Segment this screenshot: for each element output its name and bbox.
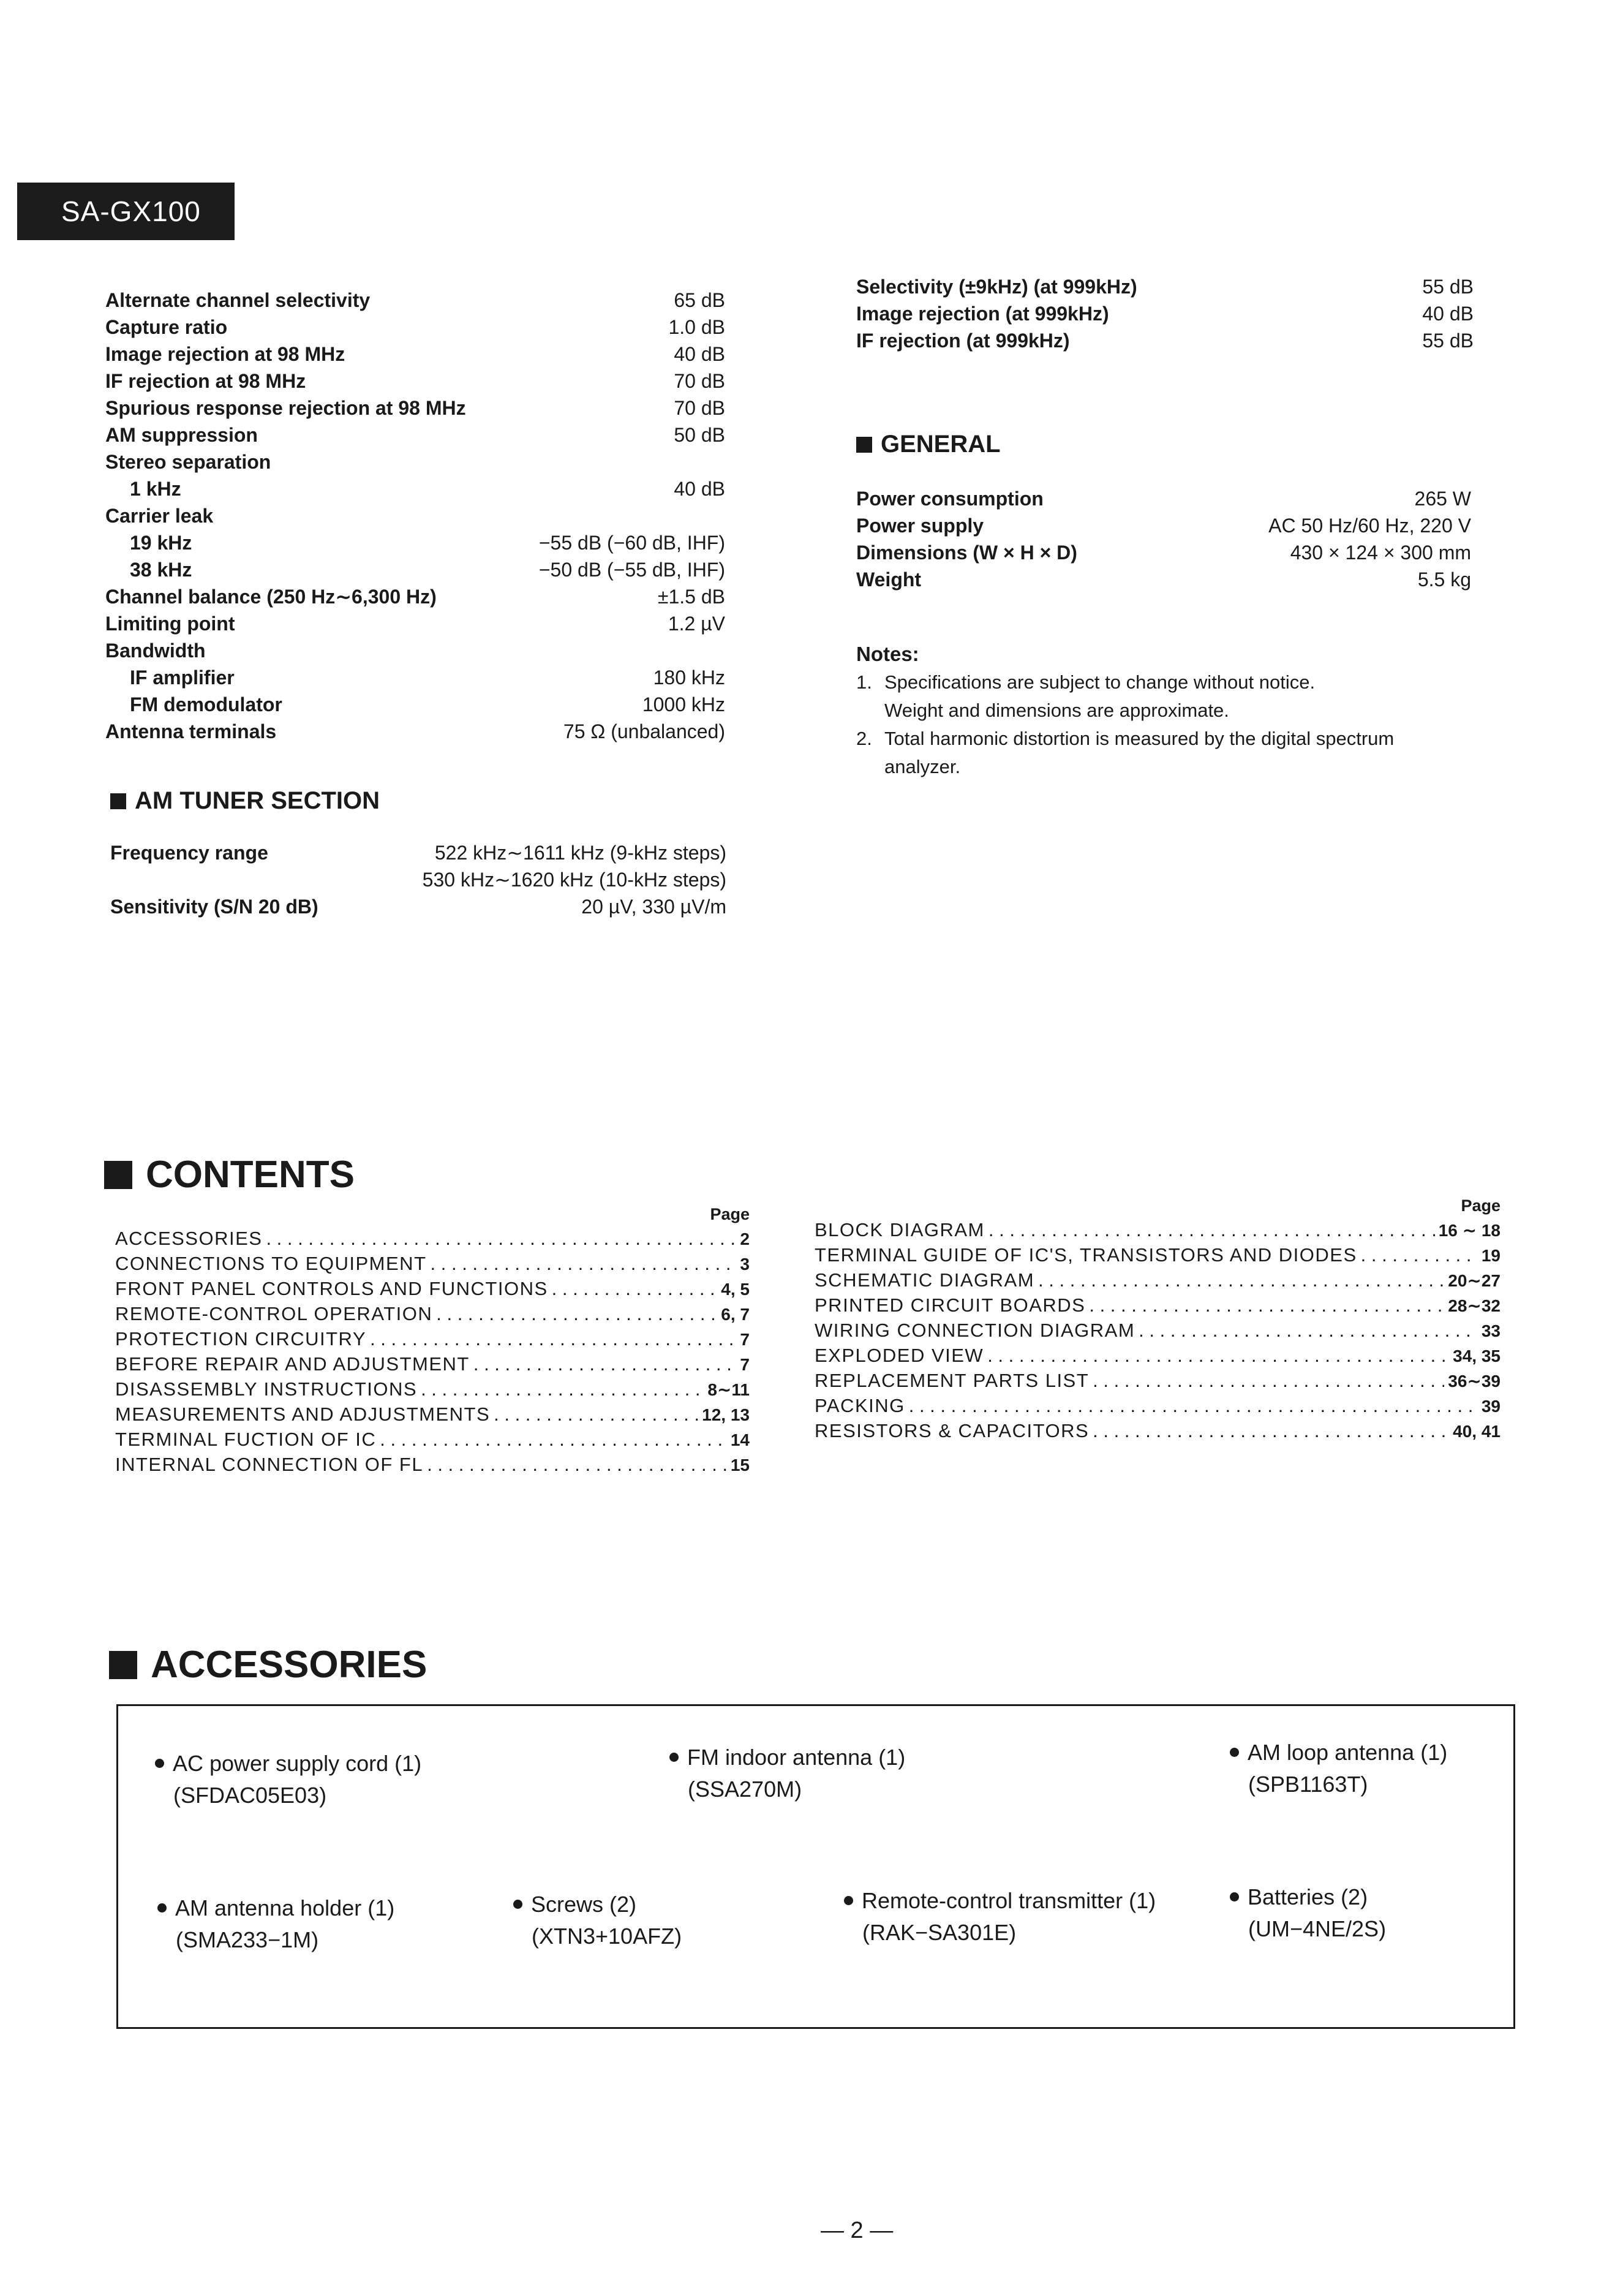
toc-row (815, 1218, 1501, 1243)
notes-block (856, 640, 1505, 781)
toc-row (815, 1293, 1501, 1318)
spec-value: 40 dB (1422, 303, 1474, 325)
toc-row (815, 1394, 1501, 1419)
spec-label: Power supply (856, 515, 984, 537)
page-number: — 2 — (821, 2218, 894, 2243)
notes-title: Notes: (856, 643, 919, 665)
spec-row (105, 529, 725, 556)
toc-row (115, 1277, 750, 1302)
spec-label: Weight (856, 568, 922, 591)
spec-label: Antenna terminals (105, 720, 277, 742)
toc-leader-dots (436, 1302, 717, 1326)
spec-value: −50 dB (−55 dB, IHF) (538, 559, 725, 581)
toc-leader-dots (266, 1226, 736, 1251)
accessory-name: Remote-control transmitter (1) (862, 1888, 1156, 1913)
toc-title: MEASUREMENTS AND ADJUSTMENTS (115, 1403, 491, 1425)
toc-title: RESISTORS & CAPACITORS (815, 1420, 1090, 1441)
spec-label: AM suppression (105, 424, 258, 446)
toc-page: 7 (740, 1330, 750, 1349)
accessory-code: (UM−4NE/2S) (1248, 1916, 1387, 1941)
fm-spec-list (105, 287, 725, 745)
spec-value: 75 Ω (unbalanced) (563, 720, 725, 742)
toc-page: 28∼32 (1448, 1296, 1501, 1315)
toc-leader-dots (1139, 1318, 1478, 1343)
toc-title: TERMINAL GUIDE OF IC'S, TRANSISTORS AND DIODES (815, 1244, 1357, 1266)
toc-page: 7 (740, 1355, 750, 1374)
bullet-icon (1230, 1892, 1239, 1901)
toc-leader-dots (494, 1402, 698, 1427)
note-text: analyzer. (884, 756, 961, 777)
toc-leader-dots (909, 1394, 1478, 1418)
bullet-icon (155, 1759, 164, 1768)
spec-label: Alternate channel selectivity (105, 289, 371, 311)
toc-page: 40, 41 (1453, 1422, 1501, 1441)
toc-title: BLOCK DIAGRAM (815, 1219, 985, 1241)
spec-label: IF rejection (at 999kHz) (856, 330, 1070, 352)
note-text: Total harmonic distortion is measured by the digital spectrum (884, 728, 1395, 749)
spec-row (105, 583, 725, 610)
spec-row (105, 314, 725, 341)
toc-row (115, 1352, 750, 1377)
accessory-item (669, 1742, 905, 1805)
toc-page: 16 ∼ 18 (1438, 1221, 1501, 1240)
spec-value: 50 dB (674, 424, 725, 446)
spec-row (105, 718, 725, 745)
toc-title: DISASSEMBLY INSTRUCTIONS (115, 1378, 418, 1400)
spec-value: 70 dB (674, 370, 725, 392)
spec-row (856, 485, 1471, 512)
spec-value: 65 dB (674, 289, 725, 311)
toc-row (115, 1302, 750, 1327)
am-sensitivity-row (110, 893, 726, 920)
toc-title: WIRING CONNECTION DIAGRAM (815, 1320, 1135, 1341)
spec-value: 1.0 dB (668, 316, 725, 338)
toc-page: 12, 13 (702, 1405, 750, 1424)
general-spec-list (856, 485, 1471, 593)
accessory-item (1230, 1737, 1447, 1800)
note-item-2 (856, 725, 1505, 781)
toc-leader-dots (473, 1352, 737, 1376)
spec-label: IF amplifier (130, 667, 235, 689)
toc-title: TERMINAL FUCTION OF IC (115, 1429, 377, 1450)
spec-row (856, 300, 1474, 327)
spec-row (856, 512, 1471, 539)
spec-label: IF rejection at 98 MHz (105, 370, 306, 392)
spec-row (105, 287, 725, 314)
toc-page: 14 (730, 1430, 750, 1449)
accessory-code: (SFDAC05E03) (173, 1783, 327, 1808)
spec-label: Power consumption (856, 488, 1044, 510)
spec-row (105, 502, 725, 529)
accessories-title-text: ACCESSORIES (151, 1644, 427, 1686)
toc-row (115, 1452, 750, 1478)
section-square-icon (856, 437, 872, 453)
toc-page: 2 (740, 1229, 750, 1248)
toc-row (115, 1402, 750, 1427)
accessory-name: Screws (2) (531, 1892, 637, 1917)
toc-leader-dots (421, 1377, 704, 1402)
toc-title: PRINTED CIRCUIT BOARDS (815, 1294, 1086, 1316)
section-square-icon (109, 1651, 137, 1679)
toc-page: 39 (1481, 1397, 1501, 1416)
am-spec-block (110, 839, 726, 920)
accessories-box (116, 1704, 1515, 2029)
toc-leader-dots (427, 1452, 727, 1477)
toc-row (115, 1252, 750, 1277)
spec-value: 180 kHz (653, 667, 725, 689)
accessory-item (1230, 1881, 1386, 1945)
toc-page-header: Page (1461, 1196, 1501, 1215)
spec-label: Image rejection (at 999kHz) (856, 303, 1109, 325)
toc-leader-dots (552, 1277, 718, 1301)
note-number: 2. (856, 728, 872, 749)
spec-label: Dimensions (W × H × D) (856, 542, 1077, 564)
toc-row (815, 1243, 1501, 1268)
toc-row (815, 1419, 1501, 1444)
toc-leader-dots (431, 1252, 737, 1276)
toc-leader-dots (1038, 1268, 1444, 1293)
spec-value: 40 dB (674, 478, 725, 500)
toc-title: EXPLODED VIEW (815, 1345, 984, 1366)
accessory-item (844, 1885, 1156, 1949)
toc-page: 33 (1481, 1321, 1501, 1340)
spec-value: 55 dB (1422, 276, 1474, 298)
note-item-1 (856, 668, 1505, 725)
toc-leader-dots (1093, 1369, 1444, 1393)
spec-label: 1 kHz (130, 478, 181, 500)
spec-label: Carrier leak (105, 505, 214, 527)
spec-row (856, 273, 1474, 300)
spec-row (105, 610, 725, 637)
spec-row (856, 539, 1471, 566)
toc-page: 4, 5 (721, 1280, 750, 1299)
toc-title: PROTECTION CIRCUITRY (115, 1328, 367, 1350)
toc-row (815, 1268, 1501, 1293)
spec-value: 70 dB (674, 397, 725, 419)
toc-leader-dots (370, 1327, 736, 1351)
toc-title: REMOTE-CONTROL OPERATION (115, 1303, 433, 1324)
accessories-title (109, 1643, 427, 1686)
am-frequency-row-2 (110, 866, 726, 893)
spec-row (105, 475, 725, 502)
contents-title (104, 1153, 355, 1196)
am-sensitivity-label: Sensitivity (S/N 20 dB) (110, 896, 318, 918)
accessory-name: Batteries (2) (1248, 1884, 1368, 1909)
spec-label: Capture ratio (105, 316, 228, 338)
spec-label: Selectivity (±9kHz) (at 999kHz) (856, 276, 1137, 298)
accessory-code: (SSA270M) (688, 1777, 802, 1802)
am-frequency-value-1: 522 kHz∼1611 kHz (9-kHz steps) (434, 842, 726, 864)
spec-value: 55 dB (1422, 330, 1474, 352)
toc-leader-dots (1361, 1243, 1478, 1267)
toc-page: 34, 35 (1453, 1346, 1501, 1365)
am-frequency-label: Frequency range (110, 842, 268, 864)
am-frequency-value-2: 530 kHz∼1620 kHz (10-kHz steps) (422, 869, 726, 891)
toc-page: 36∼39 (1448, 1372, 1501, 1391)
toc-page: 8∼11 (707, 1380, 750, 1399)
bullet-icon (157, 1903, 167, 1913)
toc-page: 19 (1481, 1246, 1501, 1265)
note-text: Weight and dimensions are approximate. (884, 700, 1229, 721)
toc-page: 20∼27 (1448, 1271, 1501, 1290)
spec-value: ±1.5 dB (657, 586, 725, 608)
am-frequency-row (110, 839, 726, 866)
note-text: Specifications are subject to change without notice. (884, 671, 1316, 693)
accessory-item (513, 1889, 682, 1952)
toc-title: BEFORE REPAIR AND ADJUSTMENT (115, 1353, 470, 1375)
spec-row (856, 327, 1474, 354)
spec-label: Spurious response rejection at 98 MHz (105, 397, 466, 419)
contents-title-text: CONTENTS (146, 1154, 355, 1196)
toc-row (115, 1327, 750, 1352)
accessory-name: AM loop antenna (1) (1248, 1740, 1448, 1765)
toc-title: ACCESSORIES (115, 1228, 263, 1249)
spec-value: −55 dB (−60 dB, IHF) (538, 532, 725, 554)
toc-leader-dots (987, 1343, 1449, 1368)
spec-label: FM demodulator (130, 693, 282, 716)
spec-row (105, 395, 725, 421)
accessory-code: (SMA233−1M) (176, 1927, 319, 1952)
toc-right (815, 1193, 1501, 1444)
section-square-icon (104, 1161, 132, 1189)
toc-title: PACKING (815, 1395, 905, 1416)
accessory-item (155, 1748, 421, 1811)
toc-row (815, 1343, 1501, 1369)
spec-value: 1000 kHz (642, 693, 725, 716)
bullet-icon (669, 1753, 679, 1762)
toc-page: 3 (740, 1255, 750, 1274)
accessory-name: FM indoor antenna (1) (687, 1745, 906, 1770)
spec-row (105, 664, 725, 691)
toc-title: FRONT PANEL CONTROLS AND FUNCTIONS (115, 1278, 548, 1299)
toc-leader-dots (380, 1427, 727, 1452)
toc-title: INTERNAL CONNECTION OF FL (115, 1454, 424, 1475)
toc-row (115, 1377, 750, 1402)
spec-label: Limiting point (105, 613, 235, 635)
spec-row (856, 566, 1471, 593)
spec-row (105, 637, 725, 664)
spec-value: 265 W (1414, 488, 1471, 510)
toc-title: SCHEMATIC DIAGRAM (815, 1269, 1035, 1291)
accessory-name: AM antenna holder (1) (175, 1895, 395, 1920)
spec-label: 38 kHz (130, 559, 192, 581)
accessory-code: (XTN3+10AFZ) (532, 1924, 682, 1949)
bullet-icon (844, 1896, 853, 1905)
spec-row (105, 556, 725, 583)
toc-page: 6, 7 (721, 1305, 750, 1324)
toc-page: 15 (730, 1456, 750, 1475)
spec-row (105, 421, 725, 448)
spec-row (105, 448, 725, 475)
spec-value: 430 × 124 × 300 mm (1290, 542, 1471, 564)
general-section-title (856, 431, 1001, 458)
am-spec-right-list (856, 273, 1474, 354)
note-number: 1. (856, 671, 872, 693)
bullet-icon (513, 1900, 522, 1909)
spec-value: 5.5 kg (1417, 568, 1471, 591)
toc-leader-dots (988, 1218, 1435, 1242)
toc-row (115, 1427, 750, 1452)
model-badge: SA-GX100 (17, 183, 235, 240)
toc-leader-dots (1089, 1293, 1444, 1318)
spec-row (105, 368, 725, 395)
spec-label: Stereo separation (105, 451, 271, 473)
toc-leader-dots (1093, 1419, 1449, 1443)
toc-page-header: Page (710, 1205, 750, 1223)
spec-row (105, 341, 725, 368)
am-section-title-text: AM TUNER SECTION (135, 787, 380, 814)
toc-row (115, 1226, 750, 1252)
toc-row (815, 1318, 1501, 1343)
accessory-code: (RAK−SA301E) (862, 1920, 1017, 1945)
spec-label: Channel balance (250 Hz∼6,300 Hz) (105, 586, 437, 608)
general-title-text: GENERAL (881, 431, 1001, 458)
spec-value: 1.2 µV (668, 613, 725, 635)
am-sensitivity-value: 20 µV, 330 µV/m (581, 896, 726, 918)
spec-label: Image rejection at 98 MHz (105, 343, 345, 365)
spec-label: 19 kHz (130, 532, 192, 554)
spec-label: Bandwidth (105, 640, 206, 662)
accessory-code: (SPB1163T) (1248, 1772, 1368, 1797)
spec-value: 40 dB (674, 343, 725, 365)
spec-row (105, 691, 725, 718)
toc-title: REPLACEMENT PARTS LIST (815, 1370, 1090, 1391)
toc-left (115, 1202, 750, 1478)
bullet-icon (1230, 1748, 1239, 1757)
section-square-icon (110, 793, 126, 809)
toc-row (815, 1369, 1501, 1394)
accessory-name: AC power supply cord (1) (173, 1751, 422, 1776)
spec-value: AC 50 Hz/60 Hz, 220 V (1268, 515, 1471, 537)
am-section-title (110, 787, 380, 815)
accessory-item (157, 1892, 394, 1956)
toc-title: CONNECTIONS TO EQUIPMENT (115, 1253, 427, 1274)
